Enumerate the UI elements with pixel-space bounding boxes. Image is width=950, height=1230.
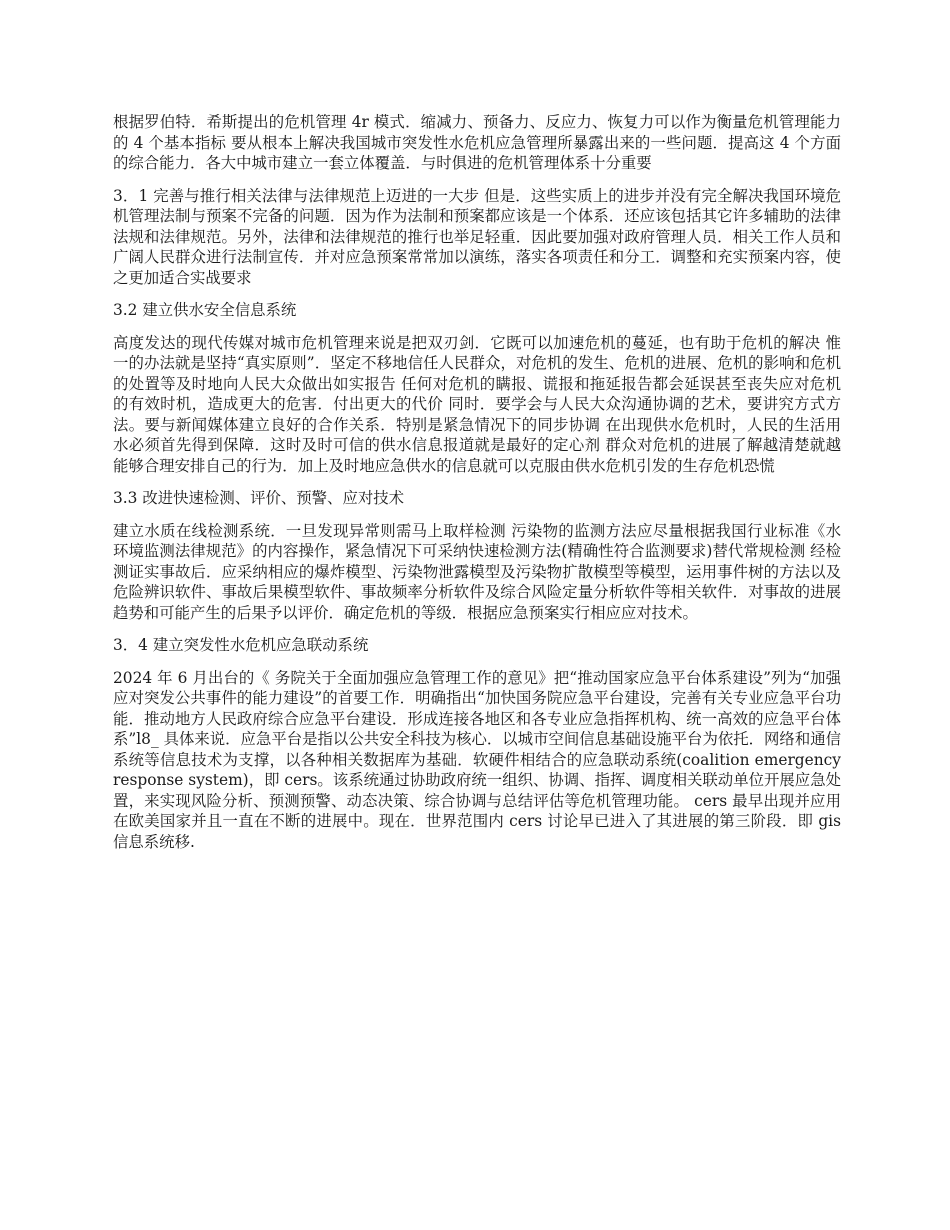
paragraph-section-3-2: 高度发达的现代传媒对城市危机管理来说是把双刃剑．它既可以加速危机的蔓延，也有助于危机的解决 惟一的办法就是坚持“真实原则”．坚定不移地信任人民群众，对危机的发生、危机的进展、危机的影响和危机的处置等及时地向人民大众做出如实报告 任何对危机的瞒报、谎报和拖延报告都会延误甚至丧失应对危机的有效时机，造成更大的危害．付出更大的代价 同时．要学会与人民大众沟通协调的艺术，要讲究方式方法。要与新闻媒体建立良好的合作关系．特别是紧急情况下的同步协调 在出现供水危机时，人民的生活用水必须首先得到保障．这时及时可信的供水信息报道就是最好的定心剂 群众对危机的进展了解越清楚就越能够合理安排自己的行为．加上及时地应急供水的信息就可以克服由供水危机引发的生存危机恐慌 xyxy=(113,333,841,475)
section-heading-3-3: 3.3 改进快速检测、评价、预警、应对技术 xyxy=(113,489,405,507)
document-body xyxy=(113,112,841,864)
section-heading-3-4: 3．4 建立突发性水危机应急联动系统 xyxy=(113,636,369,654)
section-heading-3-2: 3.2 建立供水安全信息系统 xyxy=(113,301,297,319)
paragraph-intro: 根据罗伯特．希斯提出的危机管理 4r 模式．缩减力、预备力、反应力、恢复力可以作为衡量危机管理能力的 4 个基本指标 要从根本上解决我国城市突发性水危机应急管理所暴露出来的一些问题．提高这 4 个方面的综合能力．各大中城市建立一套立体覆盖．与时俱进的危机管理体系十分重要 xyxy=(113,113,841,172)
paragraph-section-3-4: 2024 年 6 月出台的《 务院关于全面加强应急管理工作的意见》把“推动国家应急平台体系建设”列为“加强应对突发公共事件的能力建设”的首要工作．明确指出“加快国务院应急平台建设，完善有关专业应急平台功能．推动地方人民政府综合应急平台建设．形成连接各地区和各专业应急指挥机构、统一高效的应急平台体系”l8_ 具体来说．应急平台是指以公共安全科技为核心．以城市空间信息基础设施平台为依托．网络和通信系统等信息技术为支撑，以各种相关数据库为基础．软硬件相结合的应急联动系统(coalition emergency response system)，即 cers。该系统通过协助政府统一组织、协调、指挥、调度相关联动单位开展应急处置，来实现风险分析、预测预警、动态决策、综合协调与总结评估等危机管理功能。 cers 最早出现并应用在欧美国家并且一直在不断的进展中。现在．世界范围内 cers 讨论早已进入了其进展的第三阶段．即 gis 信息系统移. xyxy=(113,668,841,851)
paragraph-section-3-1: 3．1 完善与推行相关法律与法律规范上迈进的一大步 但是．这些实质上的进步并没有完全解决我国环境危机管理法制与预案不完备的问题．因为作为法制和预案都应该是一个体系．还应该包括其它许多辅助的法律法规和法律规范。另外，法律和法律规范的推行也举足轻重．因此要加强对政府管理人员．相关工作人员和广阔人民群众进行法制宣传．并对应急预案常常加以演练，落实各项责任和分工．调整和充实预案内容，使之更加适合实战要求 xyxy=(113,186,841,287)
paragraph-section-3-3: 建立水质在线检测系统．一旦发现异常则需马上取样检测 污染物的监测方法应尽量根据我国行业标准《水环境监测法律规范》的内容操作，紧急情况下可采纳快速检测方法(精确性符合监测要求)替代常规检测 经检测证实事故后．应采纳相应的爆炸模型、污染物泄露模型及污染物扩散模型等模型，运用事件树的方法以及危险辨识软件、事故后果模型软件、事故频率分析软件及综合风险定量分析软件等相关软件．对事故的进展趋势和可能产生的后果予以评价．确定危机的等级．根据应急预案实行相应应对技术。 xyxy=(113,521,841,622)
